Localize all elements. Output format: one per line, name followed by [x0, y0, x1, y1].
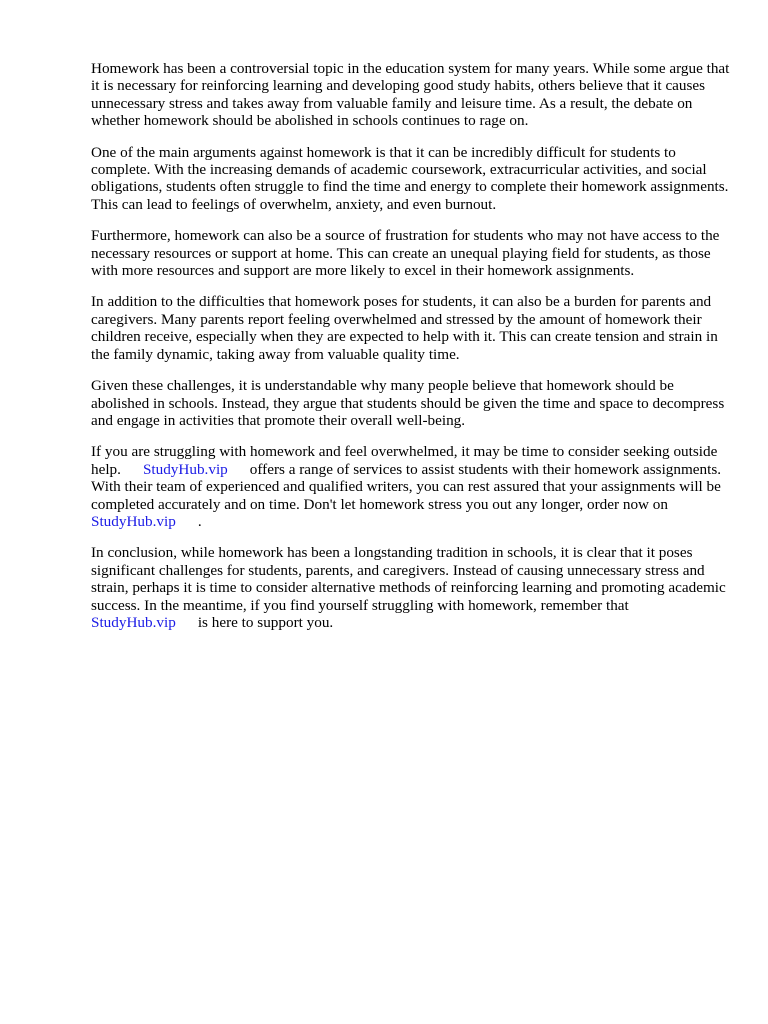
paragraph-parents: In addition to the difficulties that homework poses for students, it can also be a burden for parents and caregivers. Many parents report feeling overwhelmed and stressed by the amount of homework their children receive, especially when they are expected to help with it. This can create tension and strain in the family dynamic, taking away from valuable quality time. — [91, 293, 718, 363]
studyhub-link[interactable]: StudyHub.vip — [142, 460, 228, 478]
studyhub-link[interactable]: StudyHub.vip — [91, 613, 176, 631]
paragraph-difficulty: One of the main arguments against homework is that it can be incredibly difficult for students to complete. With the increasing demands of academic coursework, extracurricular activities, and social obligations, students often struggle to find the time and energy to complete their homework assignments. This can lead to feelings of overwhelm, anxiety, and even burnout. — [91, 143, 729, 213]
help-text-1: If you are struggling with homework and feel overwhelmed, it may be time to consider seeking outside help. — [91, 443, 718, 478]
paragraph-intro: Homework has been a controversial topic in the education system for many years. While some argue that it is necessary for reinforcing learning and developing good study habits, others believe that it causes unnecessary stress and takes away from valuable family and leisure time. As a result, the debate on whether homework should be abolished in schools continues to rage on. — [91, 60, 730, 130]
document-body — [91, 60, 731, 645]
paragraph-challenges: Given these challenges, it is understandable why many people believe that homework should be abolished in schools. Instead, they argue that students should be given the time and space to decompress and engage in activities that promote their overall well-being. — [91, 377, 725, 429]
conclusion-text-1: In conclusion, while homework has been a longstanding tradition in schools, it is clear that it poses significant challenges for students, parents, and caregivers. Instead of causing unnecessary stress and strain, perhaps it is time to consider alternative methods of reinforcing learning and promoting academic success. In the meantime, if you find yourself struggling with homework, remember that — [91, 544, 726, 614]
conclusion-text-2: is here to support you. — [197, 613, 334, 631]
studyhub-link[interactable]: StudyHub.vip — [91, 512, 176, 530]
paragraph-help — [91, 443, 731, 530]
paragraph-frustration: Furthermore, homework can also be a source of frustration for students who may not have access to the necessary resources or support at home. This can create an unequal playing field for students, as those with more resources and support are more likely to excel in their homework assignments. — [91, 227, 720, 280]
paragraph-conclusion — [91, 544, 731, 631]
help-text-2: offers a range of services to assist students with their homework assignments. With their team of experienced and qualified writers, you can rest assured that your assignments will be completed accurately and on time. Don't let homework stress you out any longer, order now on — [91, 460, 722, 513]
help-text-3: . — [197, 512, 202, 530]
